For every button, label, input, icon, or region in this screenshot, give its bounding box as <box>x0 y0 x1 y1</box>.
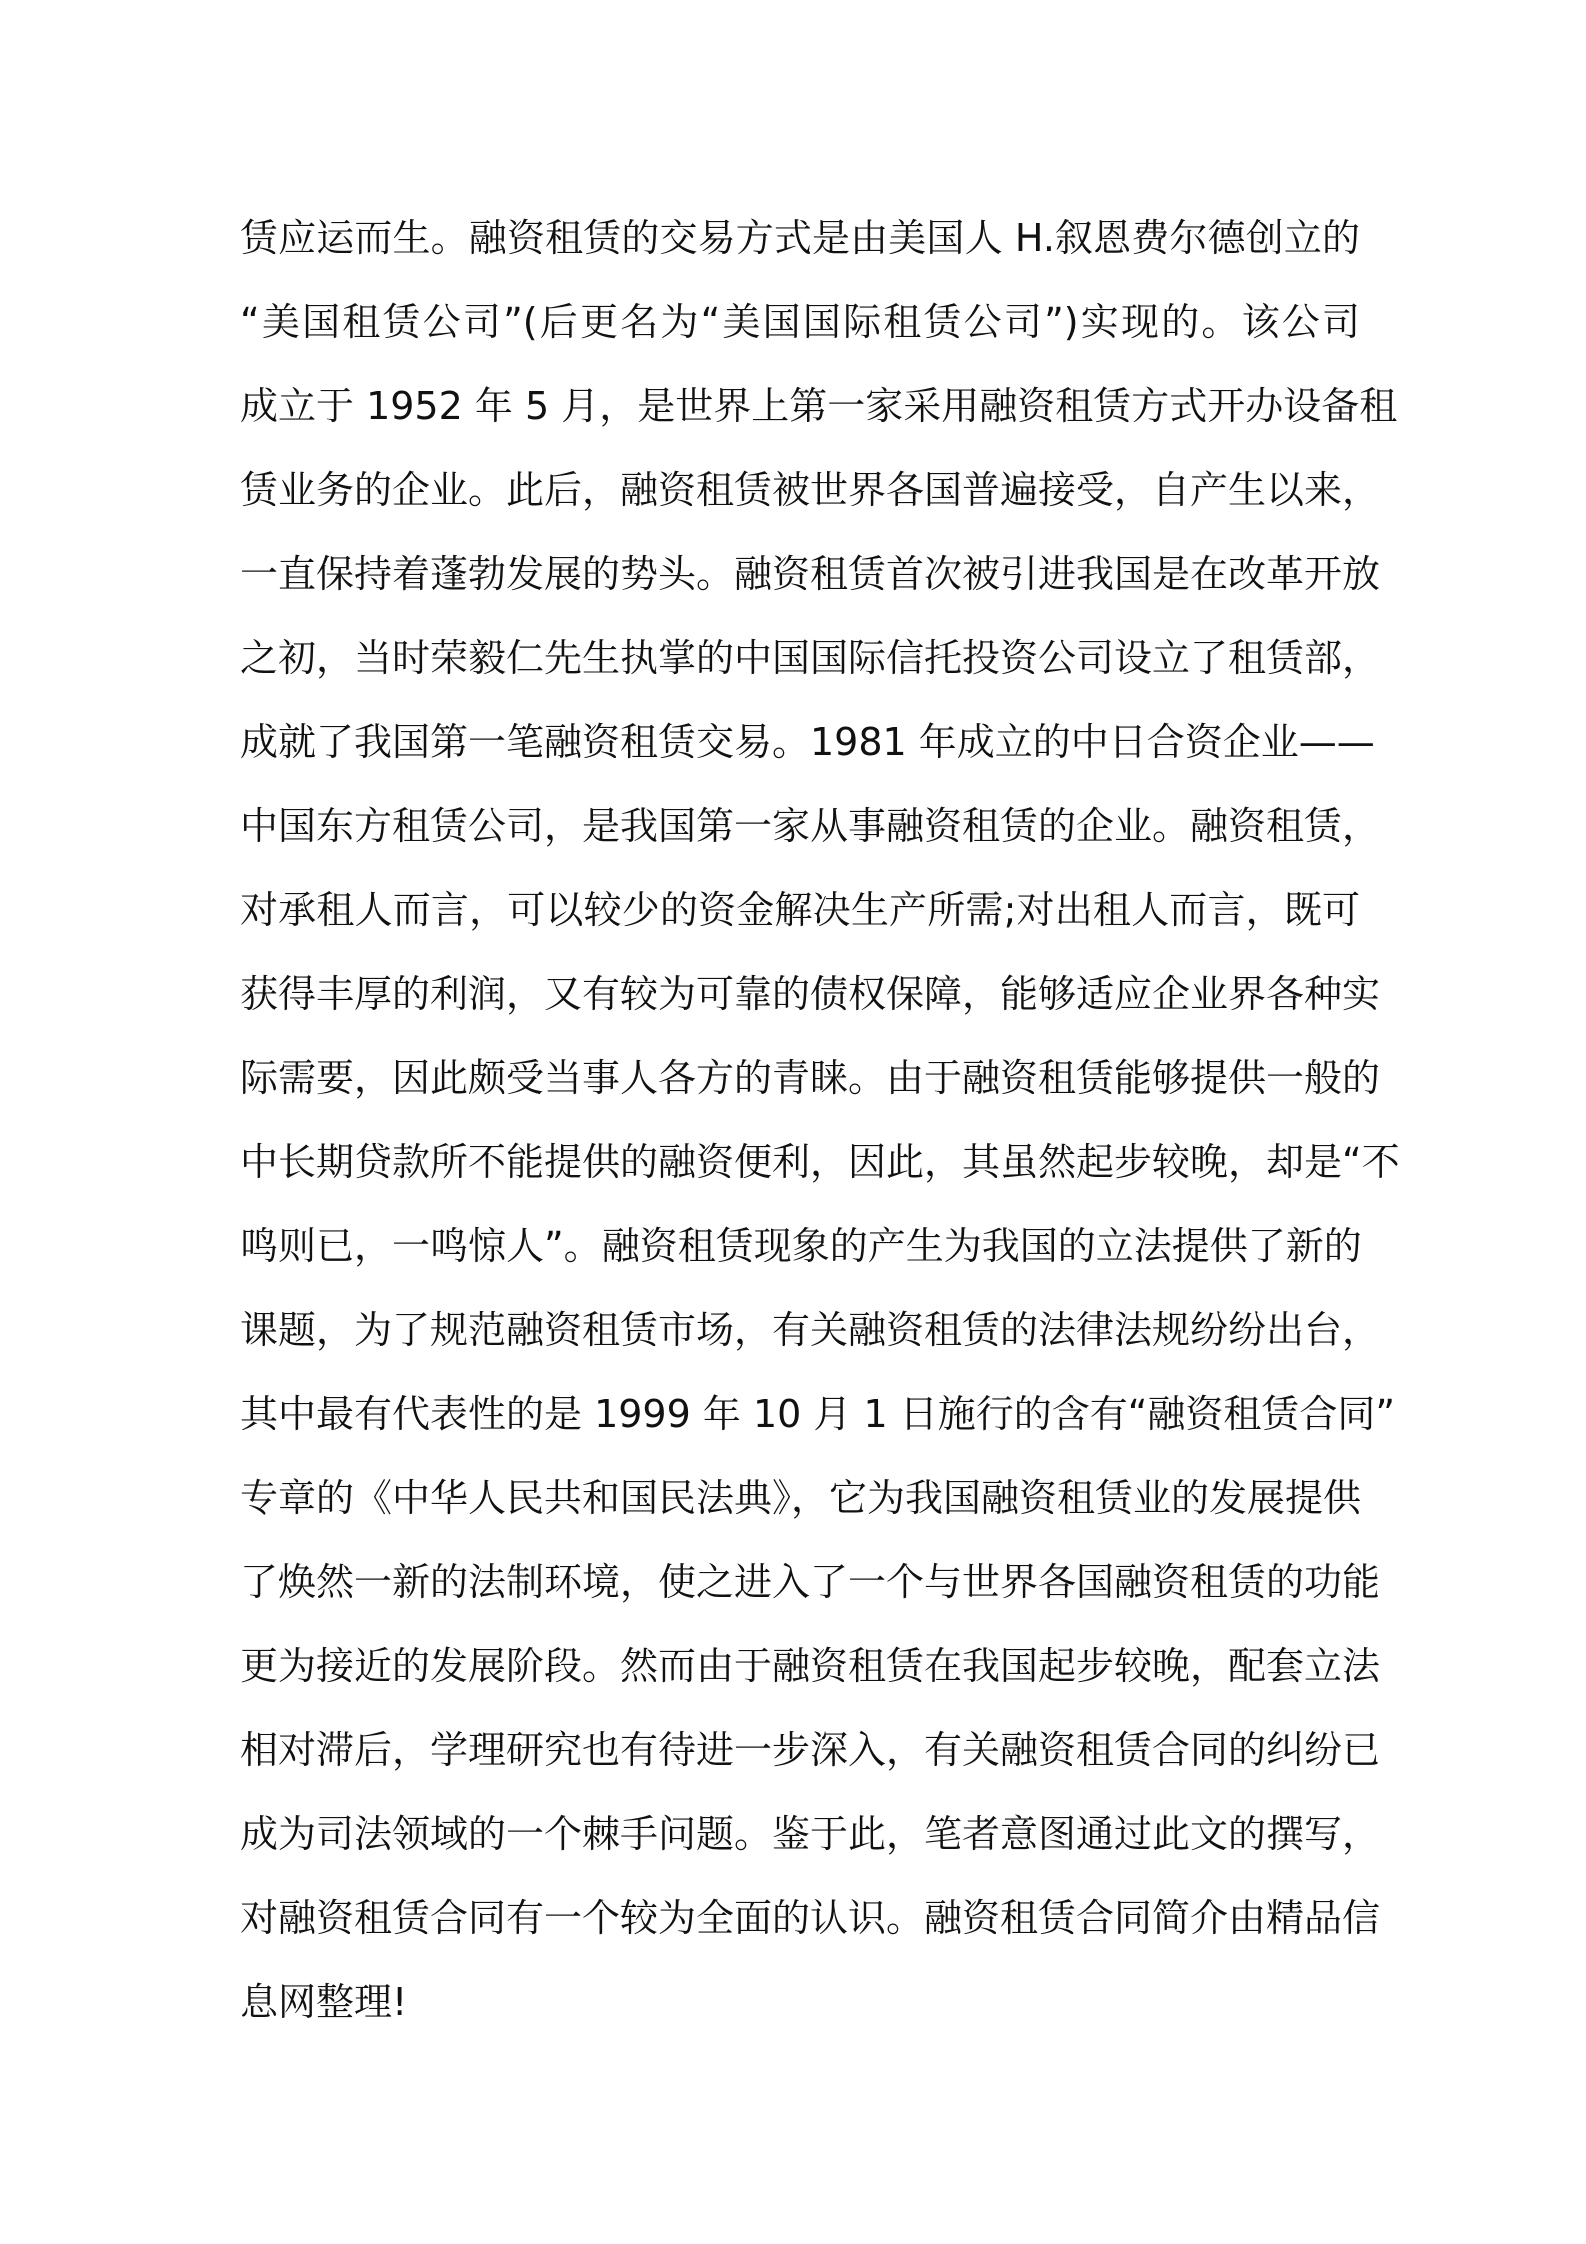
text-line: 之初，当时荣毅仁先生执掌的中国国际信托投资公司设立了租赁部， <box>240 636 1381 680</box>
text-line: 了焕然一新的法制环境，使之进入了一个与世界各国融资租赁的功能 <box>240 1560 1381 1604</box>
text-line: 一直保持着蓬勃发展的势头。融资租赁首次被引进我国是在改革开放 <box>240 552 1381 596</box>
text-line: 息网整理! <box>240 1980 408 2024</box>
text-line: 赁应运而生。融资租赁的交易方式是由美国人 H.叙恩费尔德创立的 <box>240 216 1360 260</box>
text-line: 赁业务的企业。此后，融资租赁被世界各国普遍接受，自产生以来， <box>240 468 1381 512</box>
text-line: 中长期贷款所不能提供的融资便利，因此，其虽然起步较晚，却是“不 <box>240 1140 1400 1184</box>
text-line: 成为司法领域的一个棘手问题。鉴于此，笔者意图通过此文的撰写， <box>240 1812 1381 1856</box>
text-line: 际需要，因此颇受当事人各方的青睐。由于融资租赁能够提供一般的 <box>240 1056 1381 1100</box>
text-line: 对融资租赁合同有一个较为全面的认识。融资租赁合同简介由精品信 <box>240 1896 1381 1940</box>
text-line: 成就了我国第一笔融资租赁交易。1981 年成立的中日合资企业—— <box>240 720 1375 764</box>
text-line: “美国租赁公司”(后更名为“美国国际租赁公司”)实现的。该公司 <box>240 300 1360 344</box>
text-line: 专章的《中华人民共和国民法典》，它为我国融资租赁业的发展提供 <box>240 1476 1362 1520</box>
body-text <box>240 196 1400 2044</box>
text-line: 对承租人而言，可以较少的资金解决生产所需;对出租人而言，既可 <box>240 888 1360 932</box>
text-line: 相对滞后，学理研究也有待进一步深入，有关融资租赁合同的纠纷已 <box>240 1728 1381 1772</box>
text-line: 其中最有代表性的是 1999 年 10 月 1 日施行的含有“融资租赁合同” <box>240 1392 1396 1436</box>
text-line: 中国东方租赁公司，是我国第一家从事融资租赁的企业。融资租赁， <box>240 804 1381 848</box>
text-line: 鸣则已，一鸣惊人”。融资租赁现象的产生为我国的立法提供了新的 <box>240 1224 1362 1268</box>
text-line: 课题，为了规范融资租赁市场，有关融资租赁的法律法规纷纷出台， <box>240 1308 1381 1352</box>
text-line: 获得丰厚的利润，又有较为可靠的债权保障，能够适应企业界各种实 <box>240 972 1381 1016</box>
text-line: 更为接近的发展阶段。然而由于融资租赁在我国起步较晚，配套立法 <box>240 1644 1381 1688</box>
text-line: 成立于 1952 年 5 月，是世界上第一家采用融资租赁方式开办设备租 <box>240 384 1398 428</box>
